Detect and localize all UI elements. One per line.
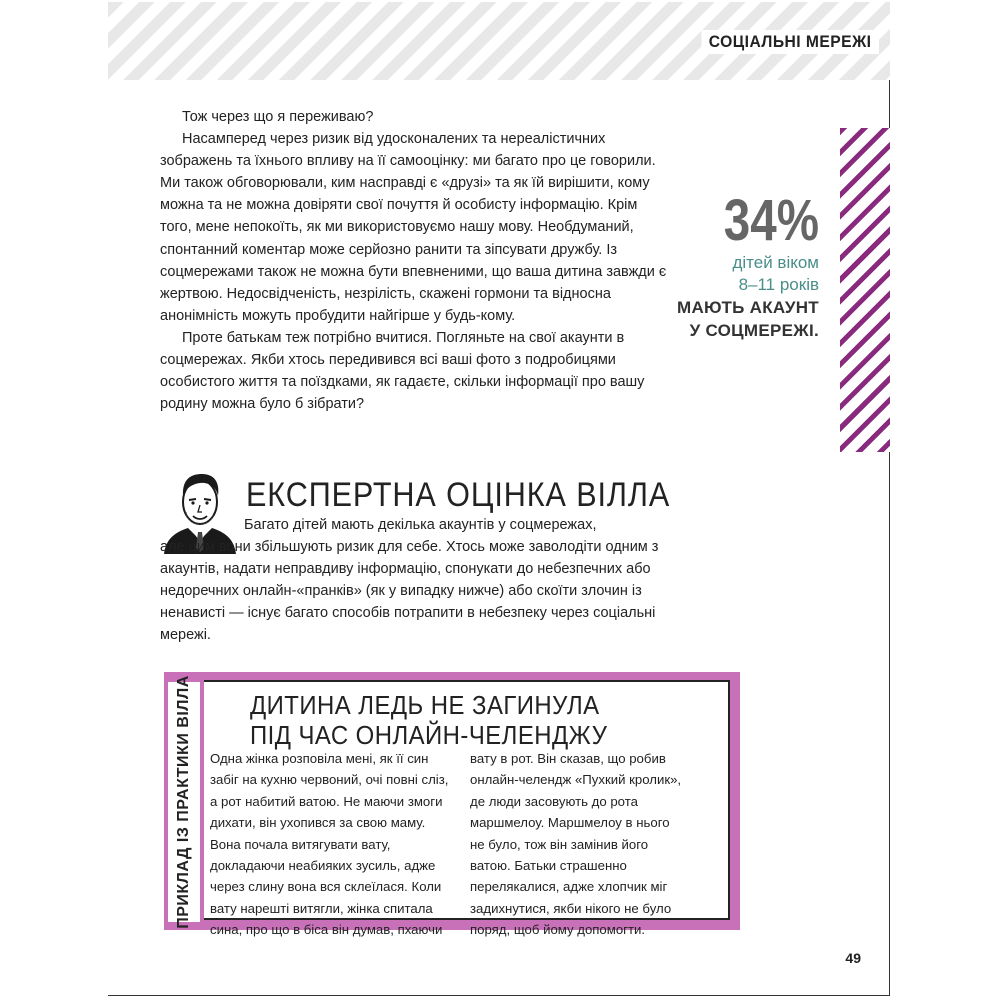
case-title-line: ПІД ЧАС ОНЛАЙН-ЧЕЛЕНДЖУ bbox=[250, 720, 608, 750]
expert-line: Багато дітей мають декілька акаунтів у соцмережах, bbox=[244, 517, 597, 533]
expert-text bbox=[160, 514, 680, 647]
paragraph: Тож через що я переживаю? bbox=[182, 109, 374, 125]
case-title bbox=[250, 690, 607, 750]
case-title-line: ДИТИНА ЛЕДЬ НЕ ЗАГИНУЛА bbox=[250, 690, 600, 720]
case-study-box bbox=[164, 672, 740, 938]
stat-line: дітей віком bbox=[732, 253, 819, 272]
paragraph: Проте батькам теж потрібно вчитися. Погляньте на свої акаунти в соцмережах. Якби хтось передивився всі ваші фото з подробицями особистого життя та поїздками, як гадаєте, скільки інформації про вашу родину можна було б зібрати? bbox=[160, 329, 645, 413]
case-column-right: вату в рот. Він сказав, що робив онлайн-челендж «Пухкий кролик», де люди засовують до рота маршмелоу. Маршмелоу в нього не було, тож він замінив його ватою. Батьки страшенно перелякалися, адже хлопчик міг задихнутися, якби нікого не було поряд, щоб йому допомогти. bbox=[470, 751, 682, 938]
case-column-left: Одна жінка розповіла мені, як її син забіг на кухню червоний, очі повні сліз, а рот набитий ватою. Не маючи змоги дихати, він ухопився за свою маму. Вона почала витягувати вату, докладаючи неабияких зусиль, адже через слину вона вся склеїлася. Коли вату нарешті витягли, жінка спитала сина, про що в біса він думав, пхаючи bbox=[210, 751, 449, 938]
page-number: 49 bbox=[845, 950, 861, 966]
paragraph: Насамперед через ризик від удосконалених та нереалістичних зображень та їхнього впливу на її самооцінку: ми багато про це говорили. Ми також обговорювали, ким насправді є «друзі» та як їй вирішити, кому можна та не можна довіряти свої почуття й особисту інформацію. Крім того, мене непокоїть, як ми використовуємо нашу мову. Необдуманий, спонтанний коментар може серйозно ранити та зіпсувати дружбу. Із соцмережами також не можна бути впевненими, що ваша дитина завжди є жертвою. Недосвідченість, незрілість, скажені гормони та відносна анонімність можуть пробудити найгірше у будь-кому. bbox=[160, 131, 667, 324]
expert-heading: ЕКСПЕРТНА ОЦІНКА ВІЛЛА bbox=[246, 476, 671, 514]
stat-callout bbox=[589, 190, 819, 342]
stat-line: У СОЦМЕРЕЖІ. bbox=[689, 321, 819, 340]
expert-line: але цим вони збільшують ризик для себе. Хтось може заволодіти одним з акаунтів, надати неправдиву інформацію, спонукати до небезпечних або недоречних онлайн-«пранків» (як у випадку нижче) або скоїти злочин із ненависті — існує багато способів потрапити в небезпеку через соціальні мережі. bbox=[160, 539, 659, 644]
book-page bbox=[108, 2, 890, 996]
section-title: СОЦІАЛЬНІ МЕРЕЖІ bbox=[702, 30, 879, 54]
stat-line: 8–11 років bbox=[738, 275, 819, 294]
case-side-label bbox=[168, 675, 200, 929]
stat-line: МАЮТЬ АКАУНТ bbox=[677, 298, 819, 317]
case-side-text: ПРИКЛАД ІЗ ПРАКТИКИ ВІЛЛА bbox=[175, 675, 192, 929]
stat-stripe-decoration bbox=[840, 128, 890, 452]
stat-number: 34% bbox=[723, 188, 819, 253]
